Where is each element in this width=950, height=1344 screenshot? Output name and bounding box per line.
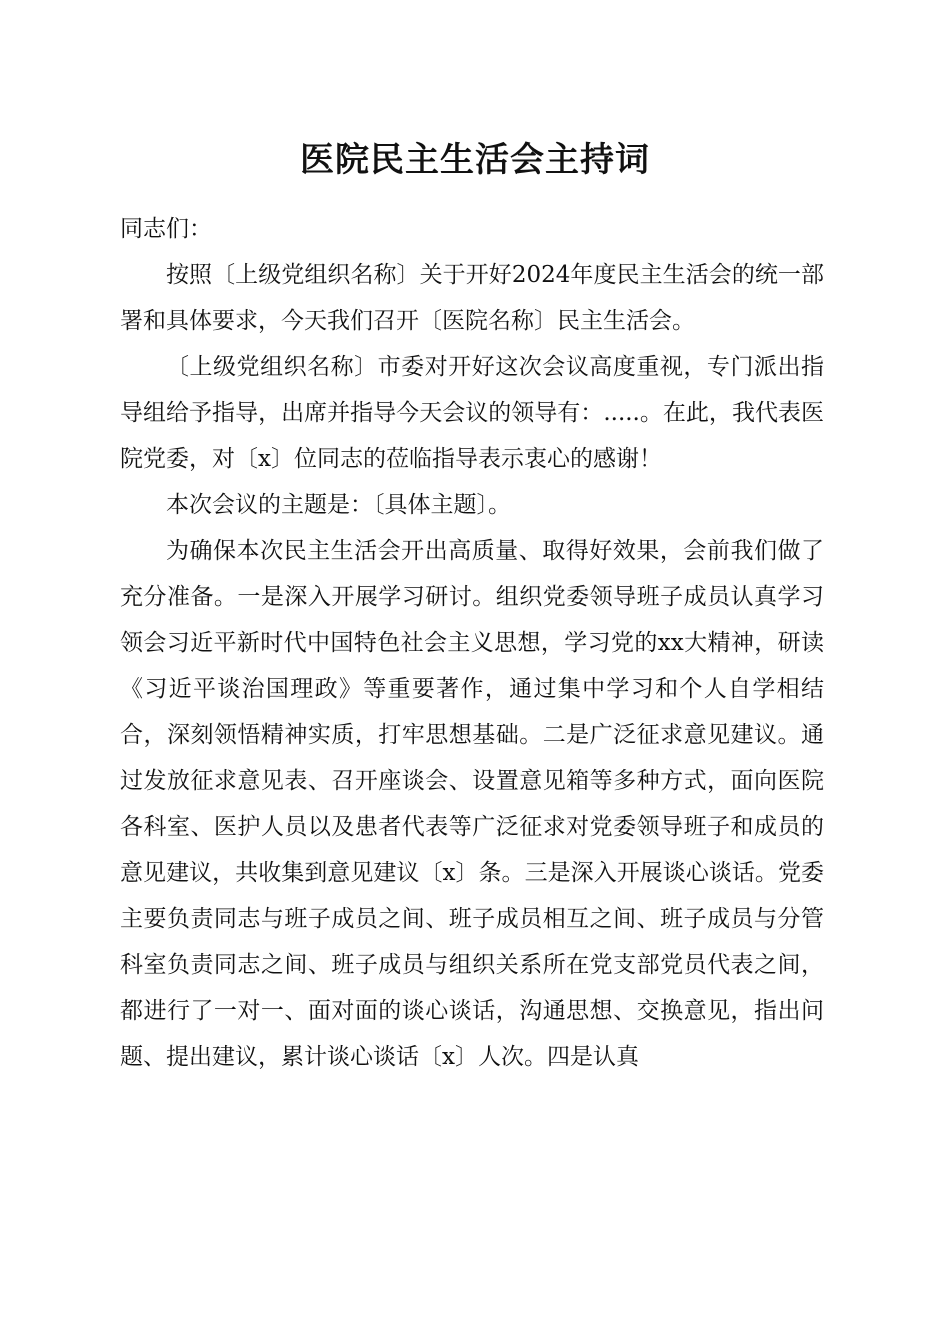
- paragraph-2: 〔上级党组织名称〕市委对开好这次会议高度重视，专门派出指导组给予指导，出席并指导今天会议的领导有：.....。在此，我代表医院党委，对〔x〕位同志的莅临指导表示衷心的感谢！: [120, 354, 824, 472]
- paragraph-3: 本次会议的主题是：〔具体主题〕。: [166, 492, 511, 518]
- paragraph-1: 按照〔上级党组织名称〕关于开好2024年度民主生活会的统一部署和具体要求，今天我们召开〔医院名称〕民主生活会。: [120, 262, 824, 334]
- document-body: [120, 206, 824, 1080]
- document-title: 医院民主生活会主持词: [300, 140, 650, 180]
- salutation: 同志们：: [120, 216, 212, 242]
- paragraph-4: 为确保本次民主生活会开出高质量、取得好效果，会前我们做了充分准备。一是深入开展学习研讨。组织党委领导班子成员认真学习领会习近平新时代中国特色社会主义思想，学习党的xx大精神，研读《习近平谈治国理政》等重要著作，通过集中学习和个人自学相结合，深刻领悟精神实质，打牢思想基础。二是广泛征求意见建议。通过发放征求意见表、召开座谈会、设置意见箱等多种方式，面向医院各科室、医护人员以及患者代表等广泛征求对党委领导班子和成员的意见建议，共收集到意见建议〔x〕条。三是深入开展谈心谈话。党委主要负责同志与班子成员之间、班子成员相互之间、班子成员与分管科室负责同志之间、班子成员与组织关系所在党支部党员代表之间，都进行了一对一、面对面的谈心谈话，沟通思想、交换意见，指出问题、提出建议，累计谈心谈话〔x〕人次。四是认真: [120, 538, 824, 1070]
